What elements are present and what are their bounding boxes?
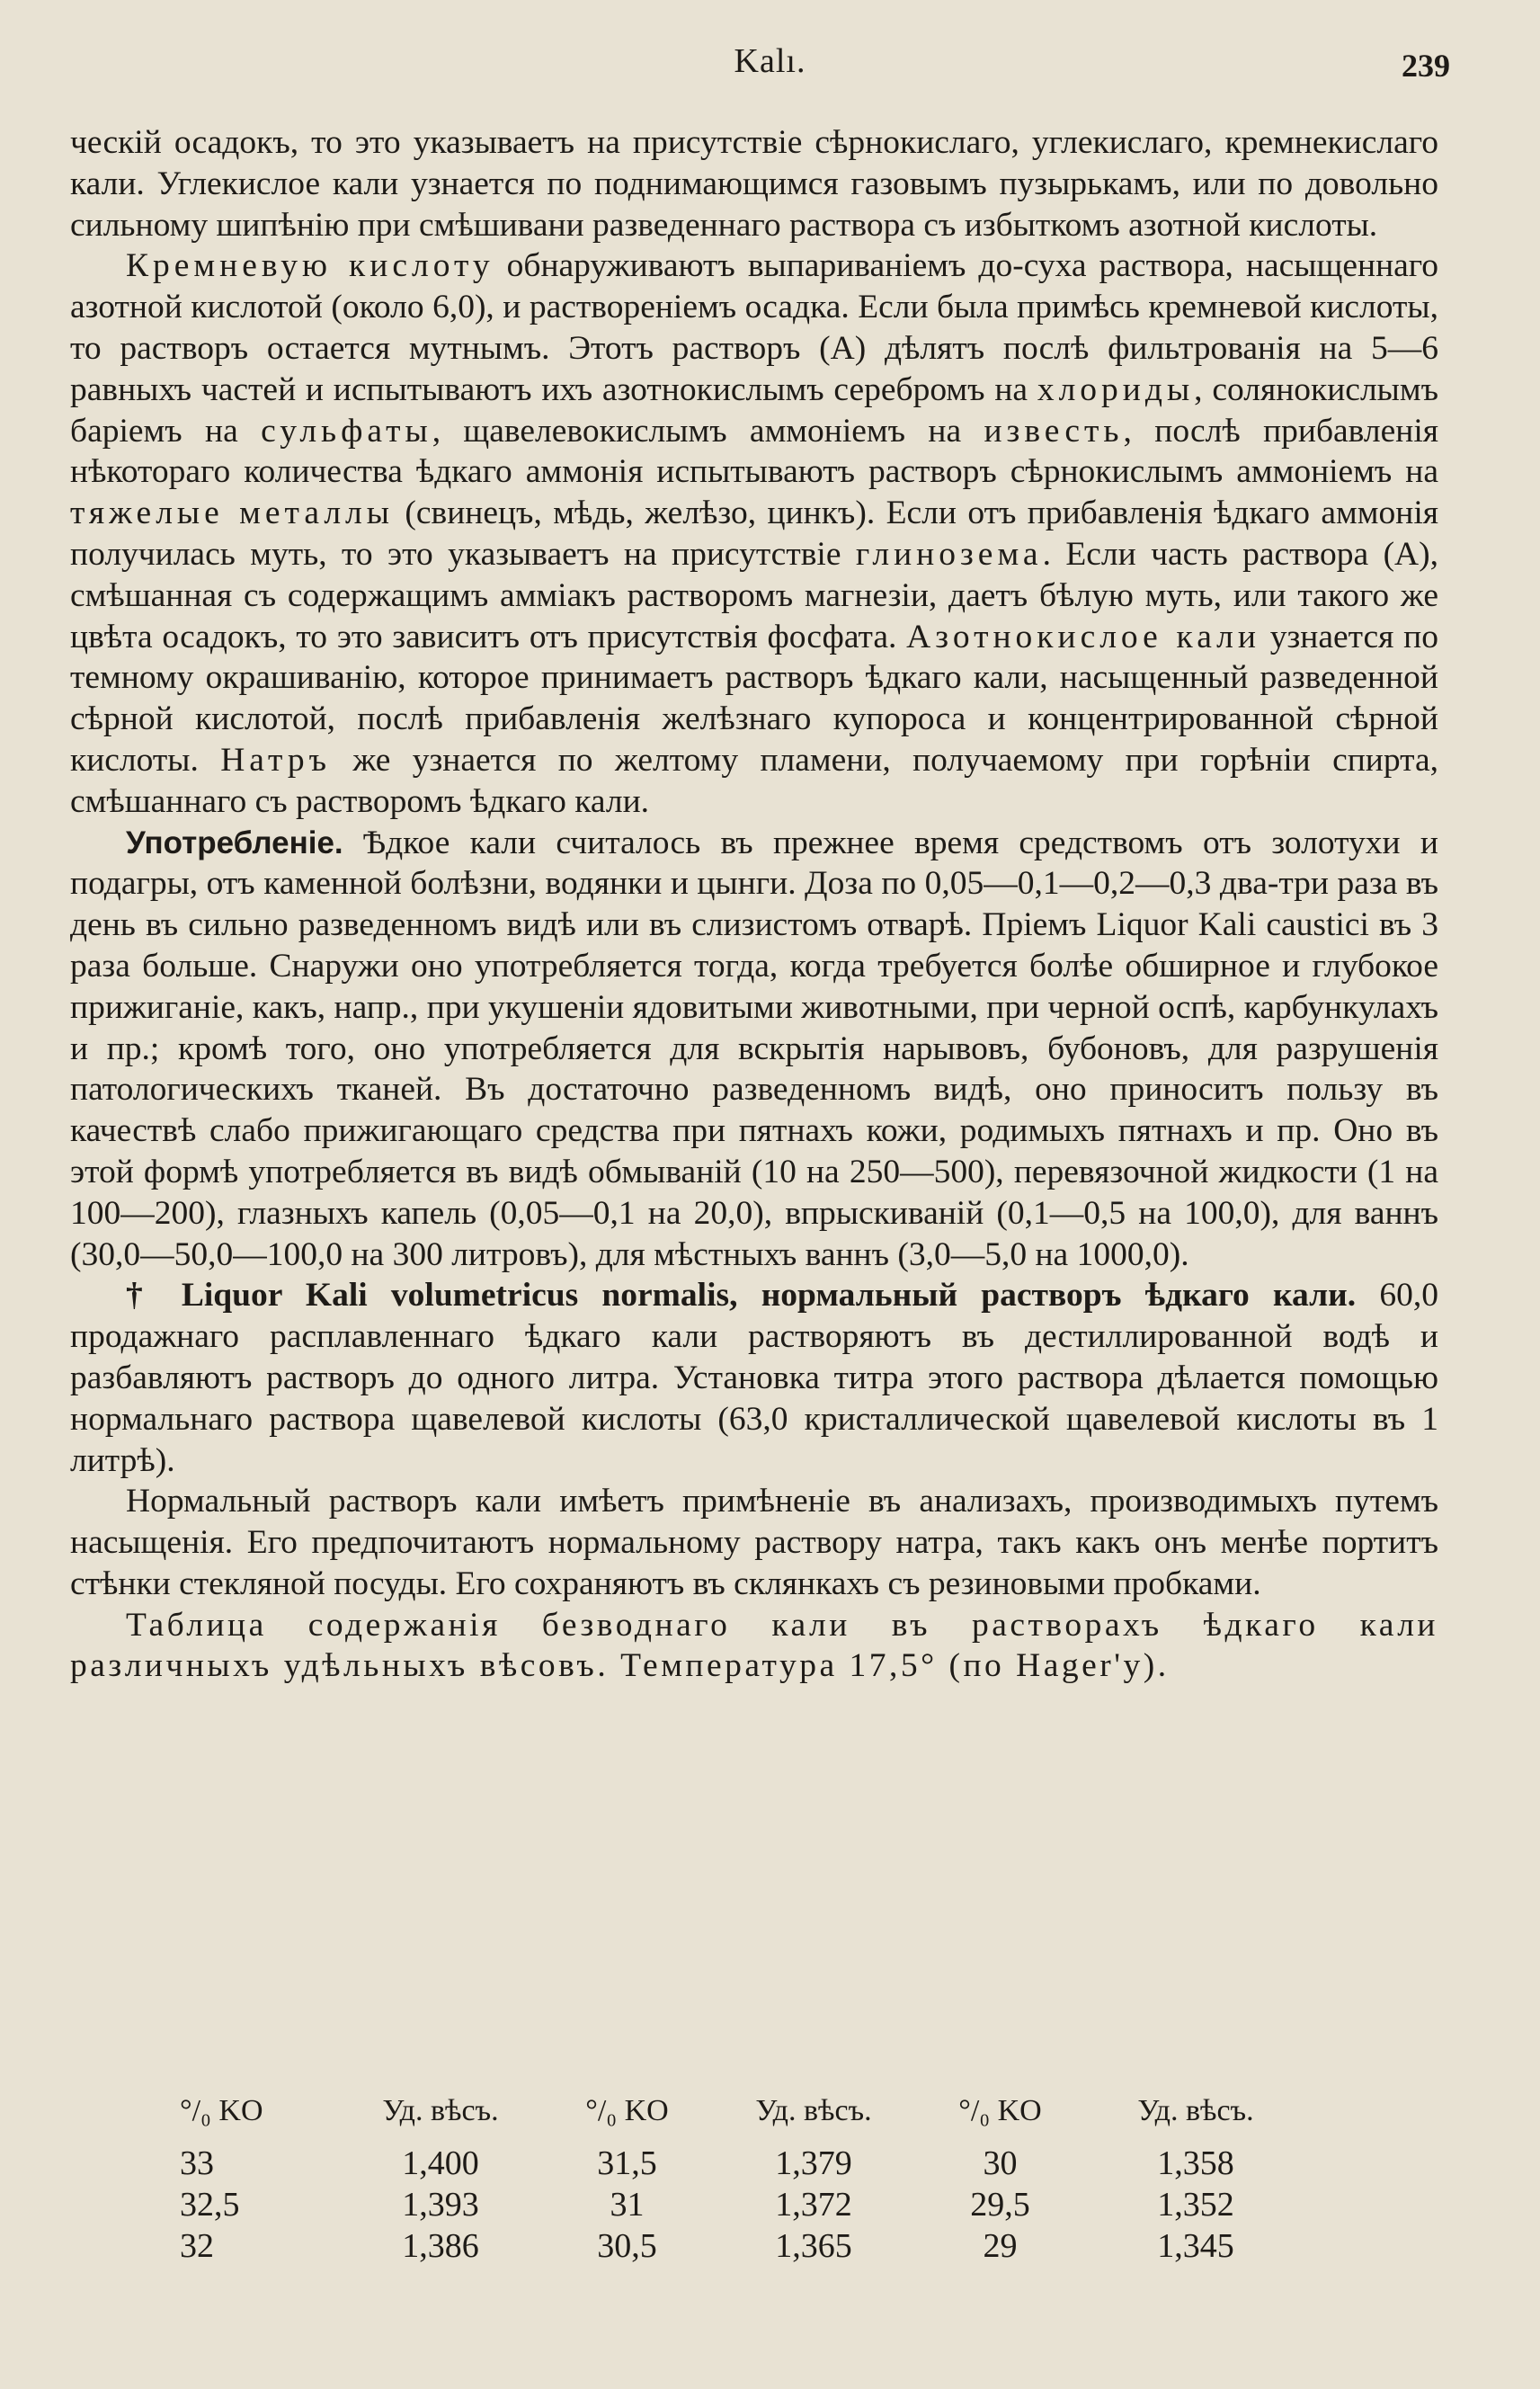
text-run: , солянокислымъ баріемъ на [70,370,1438,450]
table-cell: 1,379 [775,2144,852,2182]
paragraph-usage [70,823,1438,1276]
text-run: Ѣдкое кали считалось въ прежнее время средствомъ отъ золотухи и подагры, отъ каменной болѣзни, водянки и цынги. Доза по 0,05—0,1—0,2—0,3 два-три раза въ день въ сильно разведенномъ видѣ или въ слизистомъ отварѣ. Пріемъ Liquor Kali caustici въ 3 раза больше. Снаружи оно употребляется тогда, когда требуется болѣе обширное и глубокое прижиганіе, какъ, напр., при укушеніи ядовитыми животными, при черной оспѣ, карбункулахъ и пр.; кромѣ того, оно употребляется для вскрытія нарывовъ, бубоновъ, для разрушенія патологическихъ тканей. Въ достаточно разведенномъ видѣ, оно приноситъ пользу въ качествѣ слабо прижигающаго средства при пятнахъ кожи, родимыхъ пятнахъ и пр. Оно въ этой формѣ употребляется въ видѣ обмываній (10 на 250—500), перевязочной жидкости (1 на 100—200), глазныхъ капель (0,05—0,1 на 20,0), впрыскиваній (0,1—0,5 на 100,0), для ваннъ (30,0—50,0—100,0 на 300 литровъ), для мѣстныхъ ваннъ (3,0—5,0 на 1000,0). [70,824,1438,1273]
section-heading-usage: Употребленіе. [126,825,343,860]
table-cell: 1,358 [1157,2144,1234,2182]
table-cell: 1,393 [402,2186,479,2224]
table-cell: 30 [983,2144,1018,2182]
table-header-cell: Уд. вѣсъ. [1137,2094,1254,2127]
spaced-term: хлориды [1037,370,1195,408]
density-table [180,2090,1313,2267]
body-text [70,122,1438,1687]
spaced-term: тяжелые металлы [70,495,394,532]
table-header-row [180,2090,1313,2132]
table-cell: 29,5 [970,2186,1030,2224]
table-cell: 1,400 [402,2144,479,2182]
text-run: , послѣ прибавленія нѣкотораго количества ѣдкаго аммонія испытываютъ растворъ сѣрнокислымъ аммоніемъ на [70,412,1438,491]
text-run: же узнается по желтому пламени, получаемому при горѣніи спирта, смѣшаннаго съ растворомъ ѣдкаго кали. [70,741,1438,820]
spaced-term: известь [984,412,1124,450]
text-run: обнаруживаютъ выпариваніемъ до-суха раствора, насыщеннаго азотной кислотой (около 6,0), и раствореніемъ осадка. Если была примѣсь кремневой кислоты, то растворъ остается мутнымъ. Этотъ растворъ (A) дѣлятъ послѣ фильтрованія на 5—6 равныхъ частей и испытываютъ ихъ азотнокислымъ серебромъ на [70,247,1438,408]
paragraph-silicic-acid-test [70,245,1438,822]
table-row [180,2225,1313,2267]
table-cell: 1,345 [1157,2227,1234,2265]
spaced-term: Азотнокислое кали [906,618,1260,655]
spaced-term: Натръ [220,741,331,779]
table-cell: 31 [610,2186,645,2224]
table-caption: Таблица содержанія безводнаго кали въ растворахъ ѣдкаго кали различныхъ удѣльныхъ вѣсовъ. Температура 17,5° (по Hager'у). [70,1606,1438,1685]
paragraph-normal-solution: Нормальный растворъ кали имѣетъ примѣненіе въ анализахъ, производимыхъ путемъ насыщенія. Его предпочитаютъ нормальному раствору натра, такъ какъ онъ менѣе портитъ стѣнки стекляной посуды. Его сохраняютъ въ склянкахъ съ резиновыми пробками. [70,1483,1438,1602]
table-header-cell: °/₀ KO [958,2094,1042,2127]
page-number: 239 [1402,48,1450,84]
table-cell: 1,386 [402,2227,479,2265]
table-row [180,2184,1313,2225]
table-cell: 32,5 [180,2186,240,2224]
text-run: . Если часть раствора (A), смѣшанная съ содержащимъ амміакъ растворомъ магнезіи, даетъ бѣлую муть, или такого же цвѣта осадокъ, то это зависитъ отъ присутствія фосфата. [70,535,1438,655]
table-cell: 1,352 [1157,2186,1234,2224]
spaced-term: глинозема [855,535,1043,573]
table-header-cell: Уд. вѣсъ. [382,2094,499,2127]
text-run: узнается по темному окрашиванію, которое принимаетъ растворъ ѣдкаго кали, насыщенный разведенной сѣрной кислотой, послѣ прибавленія желѣзнаго купороса и концентрированной сѣрной кислоты. [70,618,1438,779]
table-header-cell: °/₀ KO [180,2094,263,2127]
table-cell: 31,5 [597,2144,657,2182]
text-run: (свинецъ, мѣдь, желѣзо, цинкъ). Если отъ прибавленія ѣдкаго аммонія получилась муть, то это указываетъ на присутствіе [70,495,1438,573]
paragraph-carbonate: ческій осадокъ, то это указываетъ на присутствіе сѣрнокислаго, углекислаго, кремнекислаго кали. Углекислое кали узнается по поднимающимся газовымъ пузырькамъ, или по довольно сильному шипѣнію при смѣшивани разведеннаго раствора съ избыткомъ азотной кислоты. [70,124,1438,244]
running-header-title: Kalı. [734,42,806,80]
table-header-cell: °/₀ KO [585,2094,669,2127]
section-heading-liquor-kali: † Liquor Kali volumetricus normalis, нормальный растворъ ѣдкаго кали. [126,1277,1357,1315]
table-cell: 33 [180,2144,214,2182]
table-cell: 1,372 [775,2186,852,2224]
spaced-term: Кремневую кислоту [126,247,494,285]
text-run: 60,0 продажнаго расплавленнаго ѣдкаго кали растворяютъ въ дестиллированной водѣ и разбавляютъ растворъ до одного литра. Установка титра этого раствора дѣлается помощью нормальнаго раствора щавелевой кислоты (63,0 кристаллической щавелевой кислоты въ 1 литрѣ). [70,1277,1438,1479]
paragraph-liquor-kali [70,1275,1438,1481]
text-run: , щавелевокислымъ аммоніемъ на [432,412,984,450]
table-cell: 1,365 [775,2227,852,2265]
table-cell: 32 [180,2227,214,2265]
table-row [180,2143,1313,2184]
table-cell: 29 [983,2227,1018,2265]
table-cell: 30,5 [597,2227,657,2265]
spaced-term: сульфаты [261,412,432,450]
table-header-cell: Уд. вѣсъ. [755,2094,872,2127]
